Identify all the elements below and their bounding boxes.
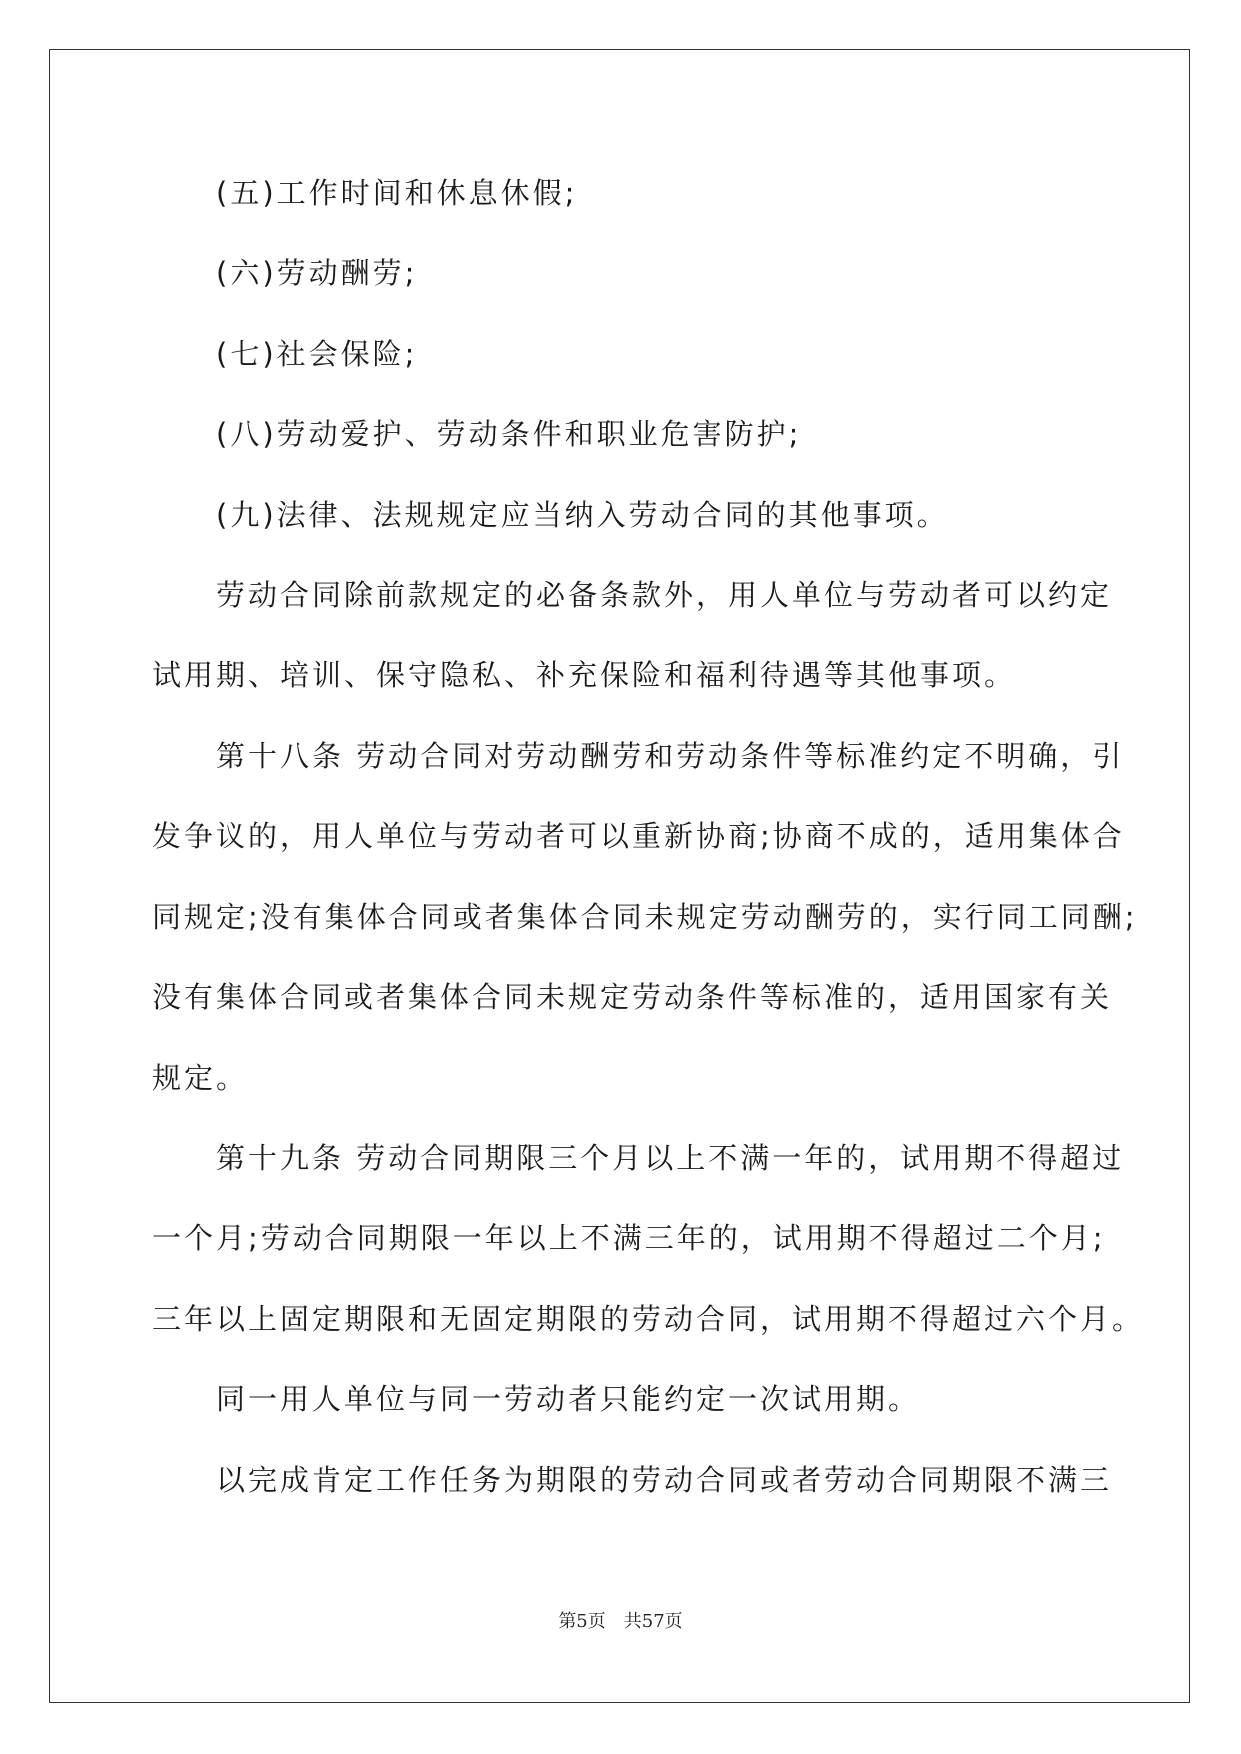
text-line: (七)社会保险; [216, 337, 418, 371]
text-line: (五)工作时间和休息休假; [216, 176, 578, 210]
text-line: 同一用人单位与同一劳动者只能约定一次试用期。 [216, 1382, 921, 1416]
text-line: 劳动合同除前款规定的必备条款外，用人单位与劳动者可以约定 [216, 578, 1113, 612]
text-line: 一个月;劳动合同期限一年以上不满三年的，试用期不得超过二个月; [152, 1221, 1106, 1255]
text-line: (八)劳动爱护、劳动条件和职业危害防护; [216, 417, 802, 451]
page-footer [0, 1610, 1241, 1634]
text-line: (六)劳动酬劳; [216, 256, 418, 290]
text-line: 同规定;没有集体合同或者集体合同未规定劳动酬劳的，实行同工同酬; [152, 900, 1138, 934]
text-line: 第十九条 劳动合同期限三个月以上不满一年的，试用期不得超过 [216, 1141, 1125, 1175]
text-line: 发争议的，用人单位与劳动者可以重新协商;协商不成的，适用集体合 [152, 819, 1125, 853]
page-total: 共57页 [623, 1611, 683, 1632]
text-line: 规定。 [152, 1061, 249, 1095]
text-line: 三年以上固定期限和无固定期限的劳动合同，试用期不得超过六个月。 [152, 1302, 1145, 1336]
text-line: (九)法律、法规规定应当纳入劳动合同的其他事项。 [216, 498, 949, 532]
text-line: 以完成肯定工作任务为期限的劳动合同或者劳动合同期限不满三 [216, 1463, 1113, 1497]
page-number: 第5页 [558, 1611, 606, 1632]
text-line: 试用期、培训、保守隐私、补充保险和福利待遇等其他事项。 [152, 658, 1017, 692]
text-line: 第十八条 劳动合同对劳动酬劳和劳动条件等标准约定不明确，引 [216, 739, 1125, 773]
text-line: 没有集体合同或者集体合同未规定劳动条件等标准的，适用国家有关 [152, 980, 1113, 1014]
